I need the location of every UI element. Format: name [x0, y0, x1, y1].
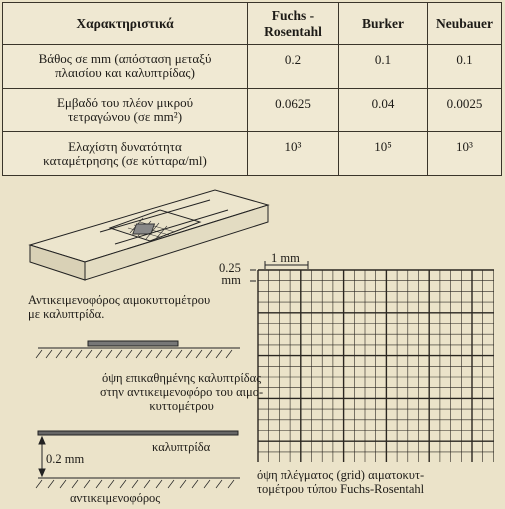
slide-caption: Αντικειμενοφόρος αιμοκυττομέτρου με καλυπτρίδα. — [28, 293, 211, 321]
cell-value: 0.0625 — [248, 88, 339, 132]
cell-value: 0.04 — [339, 88, 428, 132]
row-label-area: Εμβαδό του πλέον μικρού τετραγώνου (σε mm²) — [3, 88, 248, 132]
header-fuchs-rosentahl: Fuchs - Rosentahl — [248, 3, 339, 45]
grid-caption: όψη πλέγματος (grid) αιματοκυτ- τομέτρου τύπου Fuchs-Rosentahl — [257, 468, 425, 496]
fuchs-rosenthal-grid — [258, 270, 494, 462]
cell-value: 10³ — [248, 132, 339, 176]
side-view-illustration — [36, 341, 240, 358]
coverslip-label: καλυπτρίδα — [152, 440, 211, 454]
cell-value: 10⁵ — [339, 132, 428, 176]
row-label-min-count: Ελαχίστη δυνατότητα καταμέτρησης (σε κύτταρα/ml) — [3, 132, 248, 176]
header-characteristics: Χαρακτηριστικά — [3, 3, 248, 45]
cell-value: 0.1 — [339, 45, 428, 89]
depth-label: 0.2 mm — [46, 452, 85, 466]
header-burker: Burker — [339, 3, 428, 45]
grid-1mm-label: 1 mm — [271, 251, 300, 265]
grid-025mm-label: 0.25 mm — [219, 261, 241, 287]
cell-value: 10³ — [428, 132, 502, 176]
row-label-depth: Βάθος σε mm (απόσταση μεταξύ πλαισίου και καλυπτρίδας) — [3, 45, 248, 89]
slide-label: αντικειμενοφόρος — [70, 491, 161, 505]
header-neubauer: Neubauer — [428, 3, 502, 45]
cell-value: 0.1 — [428, 45, 502, 89]
cell-value: 0.0025 — [428, 88, 502, 132]
side-view-caption: όψη επικαθημένης καλυπτρίδας στην αντικειμενοφόρο του αιμο- κυττομέτρου — [100, 371, 264, 413]
cell-value: 0.2 — [248, 45, 339, 89]
